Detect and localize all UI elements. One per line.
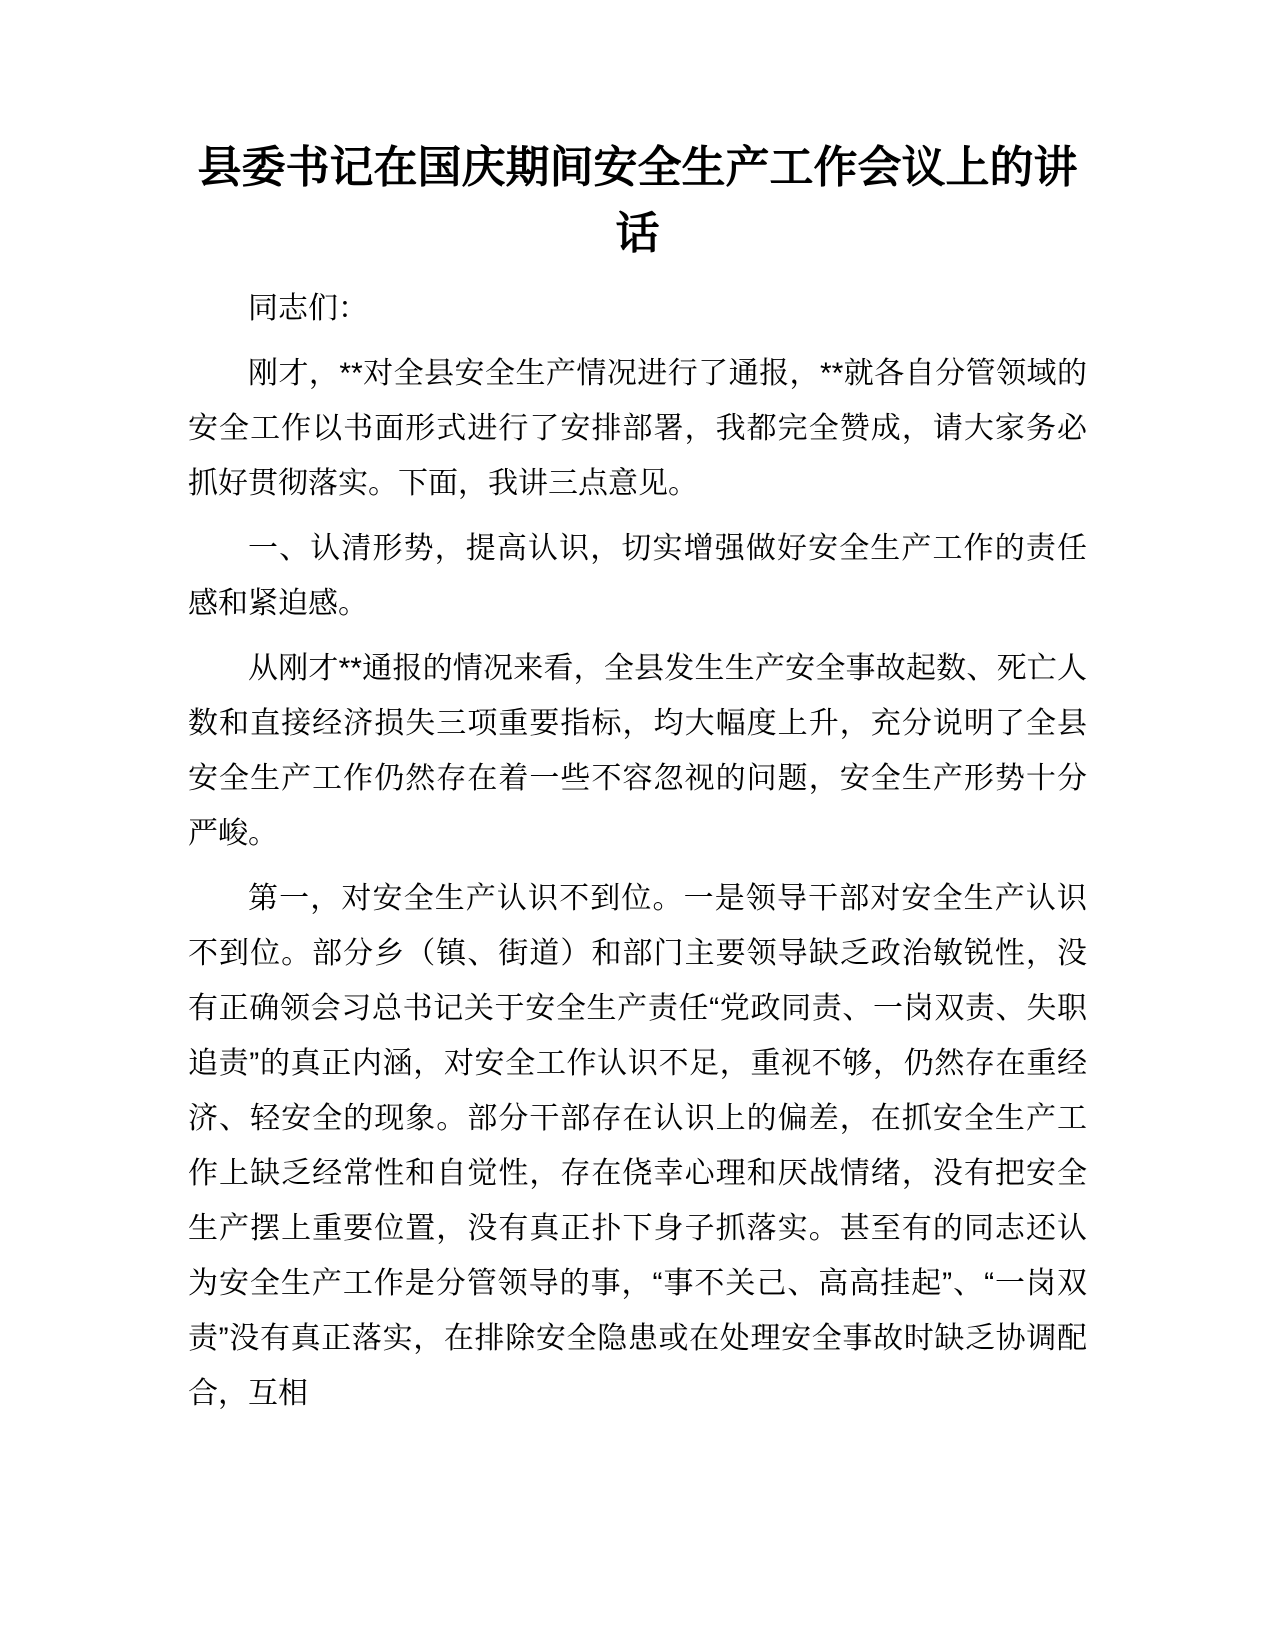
paragraph-first-point: 第一，对安全生产认识不到位。一是领导干部对安全生产认识不到位。部分乡（镇、街道）和部门主要领导缺乏政治敏锐性，没有正确领会习总书记关于安全生产责任“党政同责、一岗双责、失职追责”的真正内涵，对安全工作认识不足，重视不够，仍然存在重经济、轻安全的现象。部分干部存在认识上的偏差，在抓安全生产工作上缺乏经常性和自觉性，存在侥幸心理和厌战情绪，没有把安全生产摆上重要位置，没有真正扑下身子抓落实。甚至有的同志还认为安全生产工作是分管领导的事，“事不关己、高高挂起”、“一岗双责”没有真正落实，在排除安全隐患或在处理安全事故时缺乏协调配合，互相 <box>188 882 1087 1410</box>
paragraph-salutation: 同志们： <box>248 292 368 325</box>
paragraph-situation: 从刚才**通报的情况来看，全县发生生产安全事故起数、死亡人数和直接经济损失三项重要指标，均大幅度上升，充分说明了全县安全生产工作仍然存在着一些不容忽视的问题，安全生产形势十分严峻。 <box>188 652 1087 850</box>
section-heading-1: 一、认清形势，提高认识，切实增强做好安全生产工作的责任感和紧迫感。 <box>188 532 1087 620</box>
paragraph-intro: 刚才，**对全县安全生产情况进行了通报，**就各自分管领域的安全工作以书面形式进行了安排部署，我都完全赞成，请大家务必抓好贯彻落实。下面，我讲三点意见。 <box>188 357 1087 500</box>
document-title: 县委书记在国庆期间安全生产工作会议上的讲话 <box>197 143 1078 258</box>
document-body <box>188 281 1087 1421</box>
